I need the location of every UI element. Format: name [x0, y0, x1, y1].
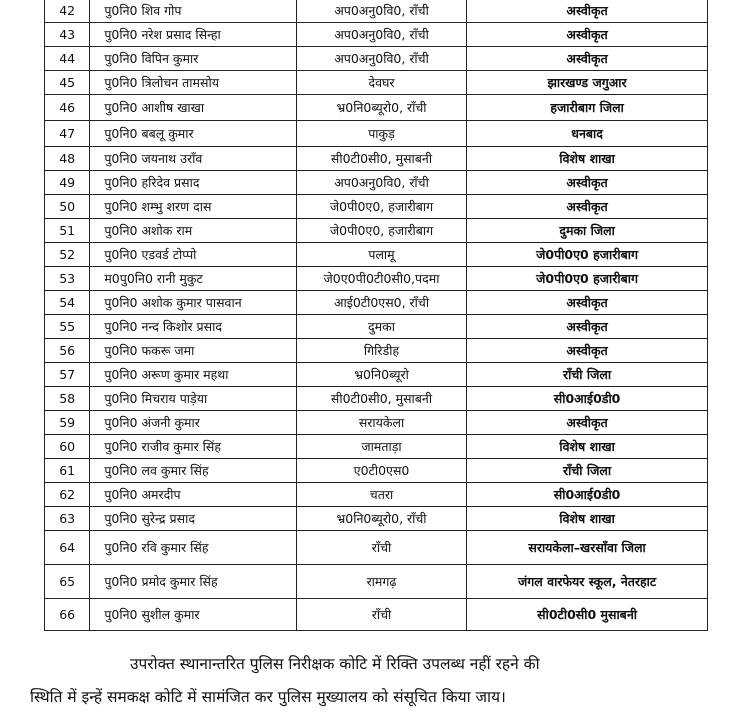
row-number: 43	[45, 23, 90, 47]
officer-name: पु0नि0 अमरदीप	[90, 483, 297, 507]
officer-name: पु0नि0 सुशील कुमार	[90, 599, 297, 631]
officer-name: पु0नि0 विपिन कुमार	[90, 47, 297, 71]
new-posting: अस्वीकृत	[467, 411, 708, 435]
footer-line-1: उपरोक्त स्थानान्तरित पुलिस निरीक्षक कोटि में रिक्ति उपलब्ध नहीं रहने की	[130, 655, 540, 673]
row-number: 60	[45, 435, 90, 459]
new-posting: अस्वीकृत	[467, 315, 708, 339]
current-posting: जे0पी0ए0, हजारीबाग	[296, 219, 466, 243]
officer-name: पु0नि0 बबलू कुमार	[90, 121, 297, 147]
row-number: 57	[45, 363, 90, 387]
new-posting: जे0पी0ए0 हजारीबाग	[467, 243, 708, 267]
current-posting: सी0टी0सी0, मुसाबनी	[296, 147, 466, 171]
officer-name: पु0नि0 लव कुमार सिंह	[90, 459, 297, 483]
new-posting: अस्वीकृत	[467, 339, 708, 363]
current-posting: भ्र0नि0ब्यूरो	[296, 363, 466, 387]
new-posting: जे0पी0ए0 हजारीबाग	[467, 267, 708, 291]
officer-name: पु0नि0 रवि कुमार सिंह	[90, 531, 297, 565]
current-posting: दुमका	[296, 315, 466, 339]
table-row	[45, 483, 708, 507]
current-posting: राँची	[296, 599, 466, 631]
footer-line-2: स्थिति में इन्हें समकक्ष कोटि में सामंजित कर पुलिस मुख्यालय को संसूचित किया जाय।	[30, 688, 506, 706]
current-posting: भ्र0नि0ब्यूरो0, राँची	[296, 507, 466, 531]
table-row	[45, 507, 708, 531]
officer-name: पु0नि0 प्रमोद कुमार सिंह	[90, 565, 297, 599]
current-posting: सरायकेला	[296, 411, 466, 435]
table-row	[45, 267, 708, 291]
table-row	[45, 95, 708, 121]
current-posting: राँची	[296, 531, 466, 565]
table-row	[45, 71, 708, 95]
new-posting: सरायकेला–खरसाँवा जिला	[467, 531, 708, 565]
table-row	[45, 171, 708, 195]
new-posting: सी0आई0डी0	[467, 387, 708, 411]
officer-name: पु0नि0 अरूण कुमार महथा	[90, 363, 297, 387]
officer-name: पु0नि0 त्रिलोचन तामसोय	[90, 71, 297, 95]
table-row	[45, 47, 708, 71]
table-row	[45, 23, 708, 47]
row-number: 58	[45, 387, 90, 411]
new-posting: अस्वीकृत	[467, 291, 708, 315]
transfer-table	[44, 0, 708, 631]
officer-name: पु0नि0 शिव गोप	[90, 0, 297, 23]
table-row	[45, 387, 708, 411]
current-posting: अप0अनु0वि0, राँची	[296, 47, 466, 71]
table-row	[45, 411, 708, 435]
current-posting: देवघर	[296, 71, 466, 95]
row-number: 61	[45, 459, 90, 483]
table-row	[45, 147, 708, 171]
current-posting: गिरिडीह	[296, 339, 466, 363]
row-number: 56	[45, 339, 90, 363]
table-row	[45, 195, 708, 219]
current-posting: अप0अनु0वि0, राँची	[296, 0, 466, 23]
transfer-table-body	[45, 0, 708, 631]
officer-name: पु0नि0 एडवर्ड टोप्पो	[90, 243, 297, 267]
new-posting: अस्वीकृत	[467, 195, 708, 219]
row-number: 44	[45, 47, 90, 71]
row-number: 42	[45, 0, 90, 23]
new-posting: राँची जिला	[467, 459, 708, 483]
row-number: 55	[45, 315, 90, 339]
row-number: 52	[45, 243, 90, 267]
current-posting: भ्र0नि0ब्यूरो0, राँची	[296, 95, 466, 121]
new-posting: जंगल वारफेयर स्कूल, नेतरहाट	[467, 565, 708, 599]
table-row	[45, 243, 708, 267]
new-posting: धनबाद	[467, 121, 708, 147]
new-posting: अस्वीकृत	[467, 47, 708, 71]
new-posting: राँची जिला	[467, 363, 708, 387]
row-number: 49	[45, 171, 90, 195]
officer-name: पु0नि0 अशोक राम	[90, 219, 297, 243]
officer-name: पु0नि0 जयनाथ उराँव	[90, 147, 297, 171]
row-number: 54	[45, 291, 90, 315]
officer-name: पु0नि0 आशीष खाखा	[90, 95, 297, 121]
officer-name: पु0नि0 सुरेन्द्र प्रसाद	[90, 507, 297, 531]
row-number: 50	[45, 195, 90, 219]
table-row	[45, 531, 708, 565]
officer-name: पु0नि0 फकरू जमा	[90, 339, 297, 363]
officer-name: पु0नि0 अंजनी कुमार	[90, 411, 297, 435]
officer-name: म0पु0नि0 रानी मुकुट	[90, 267, 297, 291]
officer-name: पु0नि0 नन्द किशोर प्रसाद	[90, 315, 297, 339]
table-row	[45, 291, 708, 315]
table-row	[45, 219, 708, 243]
row-number: 66	[45, 599, 90, 631]
table-row	[45, 121, 708, 147]
table-row	[45, 459, 708, 483]
row-number: 59	[45, 411, 90, 435]
current-posting: अप0अनु0वि0, राँची	[296, 171, 466, 195]
current-posting: रामगढ़	[296, 565, 466, 599]
table-row	[45, 435, 708, 459]
row-number: 48	[45, 147, 90, 171]
current-posting: पलामू	[296, 243, 466, 267]
current-posting: सी0टी0सी0, मुसाबनी	[296, 387, 466, 411]
new-posting: अस्वीकृत	[467, 171, 708, 195]
new-posting: हजारीबाग जिला	[467, 95, 708, 121]
new-posting: विशेष शाखा	[467, 147, 708, 171]
table-row	[45, 315, 708, 339]
officer-name: पु0नि0 मिचराय पाड़ेया	[90, 387, 297, 411]
officer-name: पु0नि0 राजीव कुमार सिंह	[90, 435, 297, 459]
row-number: 51	[45, 219, 90, 243]
row-number: 65	[45, 565, 90, 599]
officer-name: पु0नि0 नरेश प्रसाद सिन्हा	[90, 23, 297, 47]
table-row	[45, 0, 708, 23]
current-posting: पाकुड़	[296, 121, 466, 147]
new-posting: झारखण्ड जगुआर	[467, 71, 708, 95]
row-number: 63	[45, 507, 90, 531]
officer-name: पु0नि0 हरिदेव प्रसाद	[90, 171, 297, 195]
new-posting: विशेष शाखा	[467, 435, 708, 459]
current-posting: अप0अनु0वि0, राँची	[296, 23, 466, 47]
row-number: 53	[45, 267, 90, 291]
current-posting: जे0पी0ए0, हजारीबाग	[296, 195, 466, 219]
current-posting: जामताड़ा	[296, 435, 466, 459]
new-posting: विशेष शाखा	[467, 507, 708, 531]
table-row	[45, 339, 708, 363]
table-row	[45, 565, 708, 599]
new-posting: अस्वीकृत	[467, 0, 708, 23]
current-posting: ए0टी0एस0	[296, 459, 466, 483]
new-posting: सी0आई0डी0	[467, 483, 708, 507]
row-number: 46	[45, 95, 90, 121]
row-number: 64	[45, 531, 90, 565]
new-posting: अस्वीकृत	[467, 23, 708, 47]
current-posting: आई0टी0एस0, राँची	[296, 291, 466, 315]
officer-name: पु0नि0 अशोक कुमार पासवान	[90, 291, 297, 315]
current-posting: चतरा	[296, 483, 466, 507]
table-row	[45, 363, 708, 387]
row-number: 47	[45, 121, 90, 147]
row-number: 45	[45, 71, 90, 95]
new-posting: सी0टी0सी0 मुसाबनी	[467, 599, 708, 631]
table-row	[45, 599, 708, 631]
new-posting: दुमका जिला	[467, 219, 708, 243]
officer-name: पु0नि0 शम्भु शरण दास	[90, 195, 297, 219]
row-number: 62	[45, 483, 90, 507]
current-posting: जे0ए0पी0टी0सी0,पदमा	[296, 267, 466, 291]
